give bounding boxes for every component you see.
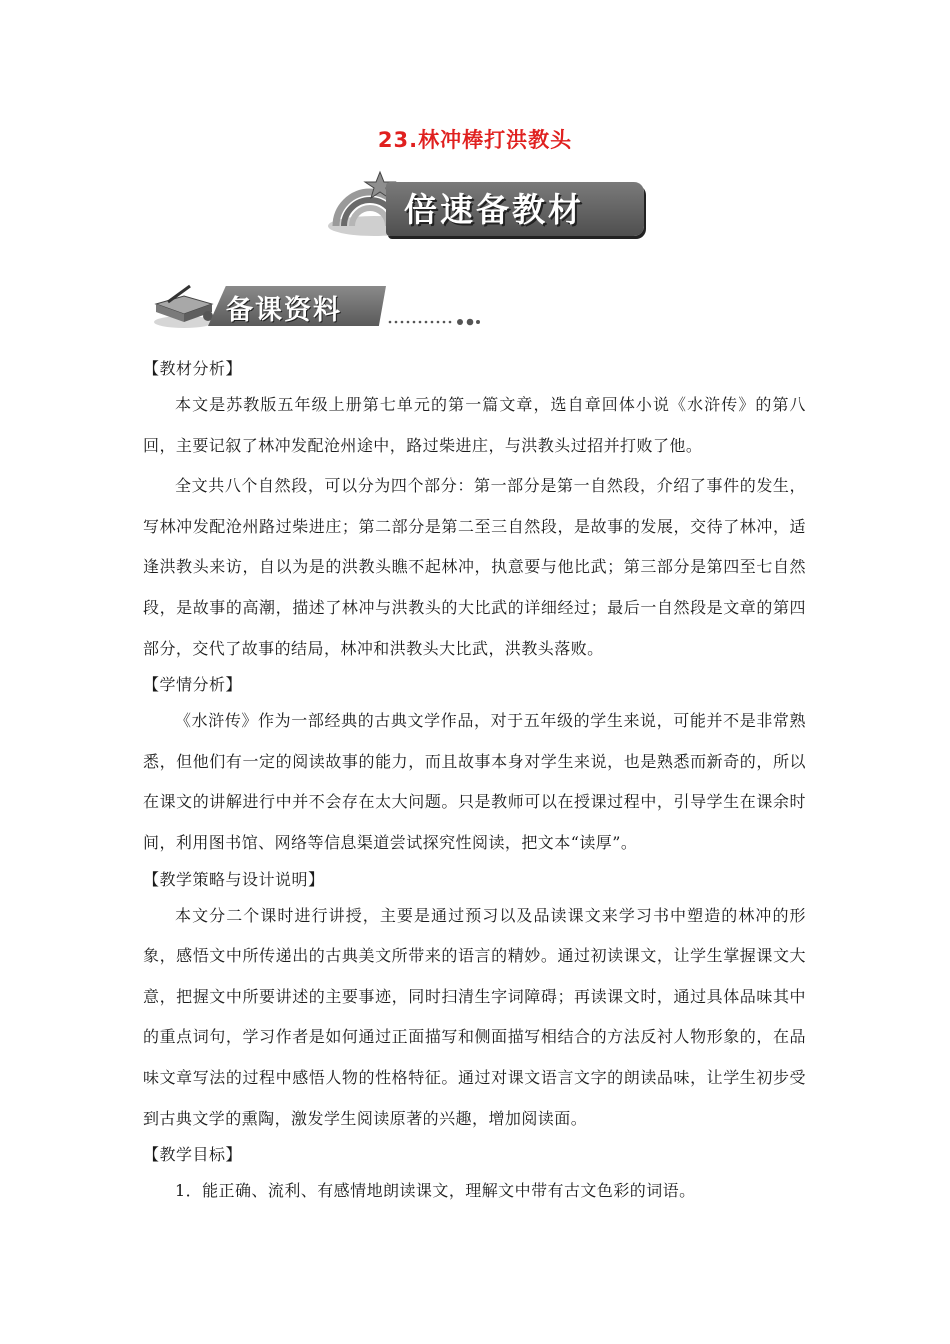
- section-heading: 【教材分析】: [143, 359, 243, 378]
- dotted-line-decoration: [386, 318, 482, 326]
- section-heading: 【教学目标】: [143, 1145, 243, 1165]
- banner-sub-label: 备课资料: [226, 295, 342, 326]
- list-item: 1．能正确、流利、有感情地朗读课文，理解文中带有古文色彩的词语。: [175, 1181, 696, 1201]
- paragraph: 本文是苏教版五年级上册第七单元的第一篇文章，选自章回体小说《水浒传》的第八回，主要记叙了林冲发配沧州途中，路过柴进庄，与洪教头过招并打败了他。: [143, 395, 806, 455]
- banner-sub: [150, 280, 480, 336]
- lesson-title: 23.林冲棒打洪教头: [377, 128, 573, 152]
- banner-main-label: 倍速备教材: [404, 190, 584, 229]
- paragraph: 本文分二个课时进行讲授，主要是通过预习以及品读课文来学习书中塑造的林冲的形象，感悟文中所传递出的古典美文所带来的语言的精妙。通过初读课文，让学生掌握课文大意，把握文中所要讲述的主要事迹，同时扫清生字词障碍；再读课文时，通过具体品味其中的重点词句，学习作者是如何通过正面描写和侧面描写相结合的方法反衬人物形象的，在品味文章写法的过程中感悟人物的性格特征。通过对课文语言文字的朗读品味，让学生初步受到古典文学的熏陶，激发学生阅读原著的兴趣，增加阅读面。: [143, 905, 806, 1128]
- document-body: [143, 353, 806, 1212]
- paragraph: 全文共八个自然段，可以分为四个部分：第一部分是第一自然段，介绍了事件的发生，写林冲发配沧州路过柴进庄；第二部分是第二至三自然段，是故事的发展，交待了林冲，适逢洪教头来访，自以为是的洪教头瞧不起林冲，执意要与他比武；第三部分是第四至七自然段，是故事的高潮，描述了林冲与洪教头的大比武的详细经过；最后一自然段是文章的第四部分，交代了故事的结局，林冲和洪教头大比武，洪教头落败。: [143, 476, 806, 658]
- section-heading: 【学情分析】: [143, 675, 243, 695]
- section-heading: 【教学策略与设计说明】: [143, 869, 325, 889]
- paragraph: 《水浒传》作为一部经典的古典文学作品，对于五年级的学生来说，可能并不是非常熟悉，但他们有一定的阅读故事的能力，而且故事本身对学生来说，也是熟悉而新奇的，所以在课文的讲解进行中并不会存在太大问题。只是教师可以在授课过程中，引导学生在课余时间，利用图书馆、网络等信息渠道尝试探究性阅读，把文本“读厚”。: [143, 711, 806, 852]
- banner-main: [322, 170, 648, 242]
